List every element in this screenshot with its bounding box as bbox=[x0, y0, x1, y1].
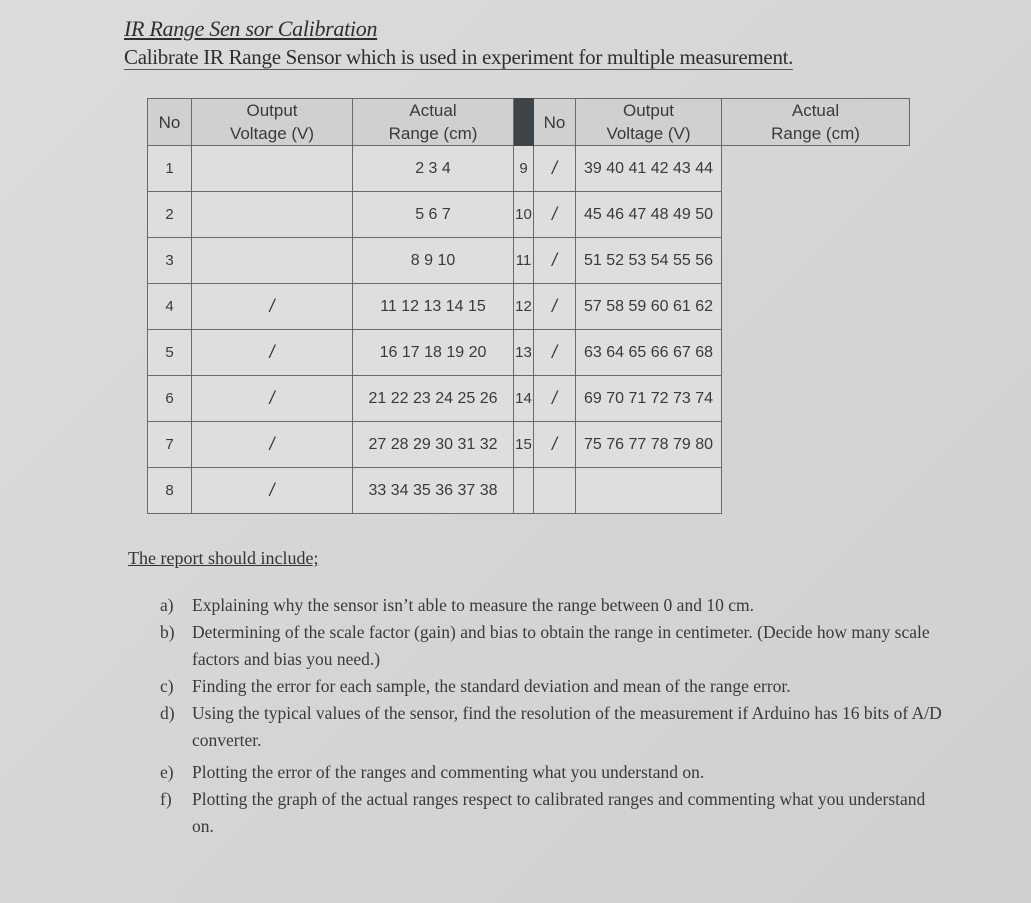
table-row bbox=[148, 284, 910, 330]
output-voltage-cell: / bbox=[534, 192, 576, 238]
actual-range-cell: 11 12 13 14 15 bbox=[353, 284, 514, 330]
actual-range-cell: 69 70 71 72 73 74 bbox=[576, 376, 722, 422]
actual-range-cell: 33 34 35 36 37 38 bbox=[353, 468, 514, 514]
header-actual-range-left bbox=[353, 99, 514, 146]
row-number-cell: 13 bbox=[514, 330, 534, 376]
report-item-text: Explaining why the sensor isn’t able to measure the range between 0 and 10 cm. bbox=[192, 595, 754, 615]
column-separator bbox=[514, 99, 534, 146]
calibration-table bbox=[147, 98, 910, 514]
actual-range-cell: 45 46 47 48 49 50 bbox=[576, 192, 722, 238]
report-item-text: Plotting the error of the ranges and commenting what you understand on. bbox=[192, 762, 705, 782]
header-voltage-line2: Voltage (V) bbox=[229, 124, 315, 143]
header-actual-line1: Actual bbox=[409, 101, 457, 120]
actual-range-cell: 27 28 29 30 31 32 bbox=[353, 422, 514, 468]
header-no-left: No bbox=[148, 99, 192, 146]
actual-range-cell: 16 17 18 19 20 bbox=[353, 330, 514, 376]
row-number-cell bbox=[514, 468, 534, 514]
row-number-cell: 10 bbox=[514, 192, 534, 238]
row-number-cell: 14 bbox=[514, 376, 534, 422]
header-actual-line1: Actual bbox=[791, 101, 840, 120]
row-number-cell: 11 bbox=[514, 238, 534, 284]
header-output-voltage-left bbox=[192, 99, 353, 146]
output-voltage-cell: / bbox=[534, 330, 576, 376]
report-item-text: Plotting the graph of the actual ranges respect to calibrated ranges and commenting what you understand on. bbox=[192, 789, 926, 836]
table-header-row bbox=[148, 99, 910, 146]
output-voltage-cell bbox=[192, 192, 353, 238]
table-row bbox=[148, 376, 910, 422]
output-voltage-cell bbox=[534, 468, 576, 514]
document-title: IR Range Sen sor Calibration bbox=[124, 16, 378, 41]
table-row bbox=[148, 238, 910, 284]
document-subtitle: Calibrate IR Range Sensor which is used in experiment for multiple measurement. bbox=[124, 45, 794, 69]
report-item-marker: c) bbox=[160, 676, 174, 696]
row-number-cell: 5 bbox=[148, 330, 192, 376]
header-range-line2: Range (cm) bbox=[771, 124, 860, 143]
output-voltage-cell: / bbox=[534, 146, 576, 192]
output-voltage-cell bbox=[192, 146, 353, 192]
actual-range-cell: 21 22 23 24 25 26 bbox=[353, 376, 514, 422]
report-list bbox=[160, 592, 950, 840]
header-no-right: No bbox=[534, 99, 576, 146]
row-number-cell: 2 bbox=[148, 192, 192, 238]
table-row bbox=[148, 192, 910, 238]
output-voltage-cell: / bbox=[534, 422, 576, 468]
report-item-marker: a) bbox=[160, 595, 174, 615]
table-row bbox=[148, 146, 910, 192]
row-number-cell: 4 bbox=[148, 284, 192, 330]
table-row bbox=[148, 330, 910, 376]
actual-range-cell: 2 3 4 bbox=[353, 146, 514, 192]
report-item-marker: d) bbox=[160, 703, 175, 723]
row-number-cell: 8 bbox=[148, 468, 192, 514]
actual-range-cell: 51 52 53 54 55 56 bbox=[576, 238, 722, 284]
report-item-marker: e) bbox=[160, 762, 174, 782]
row-number-cell: 6 bbox=[148, 376, 192, 422]
table-row bbox=[148, 422, 910, 468]
actual-range-cell bbox=[576, 468, 722, 514]
header-output-line1: Output bbox=[622, 101, 675, 120]
header-actual-range-right bbox=[722, 99, 910, 146]
output-voltage-cell: / bbox=[192, 468, 353, 514]
actual-range-cell: 75 76 77 78 79 80 bbox=[576, 422, 722, 468]
actual-range-cell: 39 40 41 42 43 44 bbox=[576, 146, 722, 192]
report-item-marker: b) bbox=[160, 622, 175, 642]
output-voltage-cell: / bbox=[192, 284, 353, 330]
header-range-line2: Range (cm) bbox=[388, 124, 478, 143]
row-number-cell: 9 bbox=[514, 146, 534, 192]
report-item-marker: f) bbox=[160, 789, 172, 809]
row-number-cell: 7 bbox=[148, 422, 192, 468]
header-voltage-line2: Voltage (V) bbox=[606, 124, 691, 143]
actual-range-cell: 57 58 59 60 61 62 bbox=[576, 284, 722, 330]
row-number-cell: 15 bbox=[514, 422, 534, 468]
actual-range-cell: 5 6 7 bbox=[353, 192, 514, 238]
report-item-text: Finding the error for each sample, the standard deviation and mean of the range error. bbox=[192, 676, 791, 696]
output-voltage-cell: / bbox=[534, 238, 576, 284]
actual-range-cell: 8 9 10 bbox=[353, 238, 514, 284]
output-voltage-cell: / bbox=[192, 330, 353, 376]
output-voltage-cell: / bbox=[534, 284, 576, 330]
report-heading: The report should include; bbox=[128, 548, 319, 568]
table-row bbox=[148, 468, 910, 514]
report-item-text: Determining of the scale factor (gain) and bias to obtain the range in centimeter. (Decide how many scale factors and bias you need.) bbox=[192, 622, 930, 669]
output-voltage-cell: / bbox=[534, 376, 576, 422]
output-voltage-cell: / bbox=[192, 422, 353, 468]
row-number-cell: 12 bbox=[514, 284, 534, 330]
row-number-cell: 3 bbox=[148, 238, 192, 284]
report-item bbox=[160, 619, 950, 673]
report-item bbox=[160, 786, 950, 840]
header-output-voltage-right bbox=[576, 99, 722, 146]
report-item bbox=[160, 759, 950, 786]
output-voltage-cell bbox=[192, 238, 353, 284]
report-item-text: Using the typical values of the sensor, find the resolution of the measurement if Arduino has 16 bits of A/D converter. bbox=[192, 703, 942, 750]
header-output-line1: Output bbox=[246, 101, 298, 120]
report-item bbox=[160, 673, 950, 700]
row-number-cell: 1 bbox=[148, 146, 192, 192]
actual-range-cell: 63 64 65 66 67 68 bbox=[576, 330, 722, 376]
report-item bbox=[160, 592, 950, 619]
output-voltage-cell: / bbox=[192, 376, 353, 422]
report-item bbox=[160, 700, 950, 754]
